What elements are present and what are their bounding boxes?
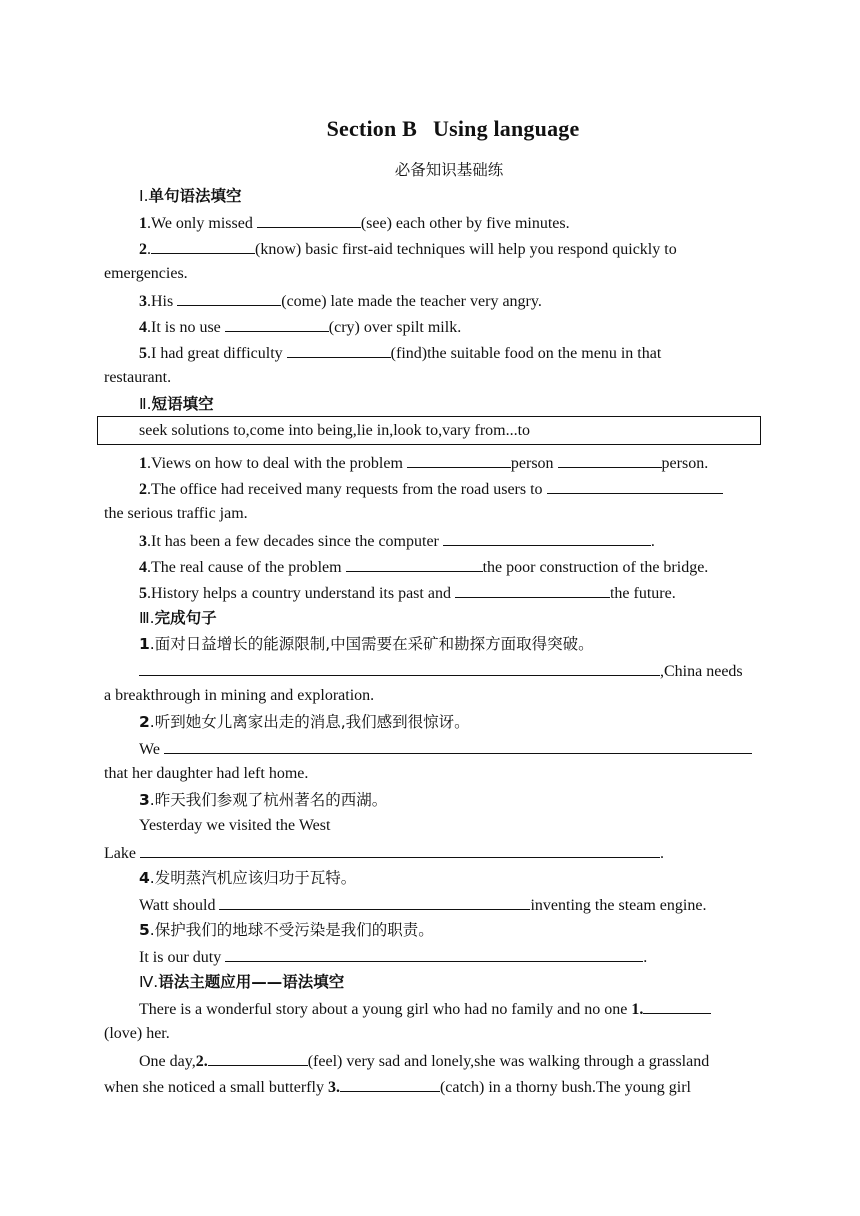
passage-line: There is a wonderful story about a young girl who had no family and no one 1. [139,998,759,1020]
passage-text: One day, [139,1053,196,1070]
passage-line: One day,2. (feel) very sad and lonely,she was walking through a grassland [139,1050,759,1072]
passage-text: when she noticed a small butterfly [104,1079,328,1096]
answer-blank[interactable] [407,452,511,468]
item-text: (cry) over spilt milk. [328,319,462,336]
exercise-item [139,556,759,578]
exercise-item [139,316,759,338]
item-text: .The real cause of the problem [147,559,346,576]
blank-number: 3 [327,1079,336,1096]
item-text: ,China needs [660,663,743,680]
exercise-prompt [139,920,759,940]
exercise-prompt [139,634,759,654]
item-number: 1 [139,215,147,232]
item-number: 5 [139,345,147,362]
item-number: 2 [139,713,150,731]
answer-blank[interactable] [177,290,281,306]
passage-text: (catch) in a thorny bush.The young girl [439,1079,691,1096]
chinese-prompt: .面对日益增长的能源限制,中国需要在采矿和勘探方面取得突破。 [149,635,594,653]
chinese-prompt: .昨天我们参观了杭州著名的西湖。 [149,791,388,809]
item-text: .History helps a country understand its past and [147,585,455,602]
exercise-item [139,342,759,364]
item-text: (find)the suitable food on the menu in that [390,345,662,362]
exercise-answer-line [139,894,759,916]
item-number: 4 [139,319,147,336]
answer-blank[interactable] [225,316,329,332]
chinese-prompt: .发明蒸汽机应该归功于瓦特。 [149,869,357,887]
exercise-answer-line [139,738,759,760]
answer-blank[interactable] [455,582,610,598]
item-text: . [147,241,151,258]
item-number: 4 [139,869,150,887]
page-title [0,116,860,142]
exercise-item [139,478,759,500]
item-number: 1 [139,455,147,472]
answer-blank[interactable] [140,842,660,858]
item-text: .We only missed [147,215,257,232]
item-number: 4 [139,559,147,576]
item-text: (know) basic first-aid techniques will help you respond quickly to [255,241,677,258]
item-continuation: emergencies. [104,265,188,282]
exercise-answer-line: Yesterday we visited the West [139,817,331,834]
exercise-answer-line [139,660,759,682]
answer-blank[interactable] [225,946,643,962]
item-text: . [643,949,648,966]
phrase-box [97,416,761,445]
passage-text: There is a wonderful story about a young girl who had no family and no one [139,1001,632,1018]
section-number: Ⅲ. [139,609,155,627]
item-text: person [510,455,558,472]
item-text: .Views on how to deal with the problem [147,455,407,472]
item-text: . [650,533,655,550]
section-label: 语法主题应用——语法填空 [158,973,345,991]
exercise-prompt [139,712,759,732]
title-part2: Using language [432,116,580,141]
page-subtitle: 必备知识基础练 [394,161,504,179]
answer-blank[interactable] [208,1050,308,1066]
item-text: the poor construction of the bridge. [482,559,709,576]
item-text: person. [661,455,709,472]
item-text: .I had great difficulty [147,345,287,362]
answer-blank[interactable] [219,894,530,910]
answer-blank[interactable] [257,212,361,228]
item-text: .It has been a few decades since the computer [147,533,443,550]
passage-text: (feel) very sad and lonely,she was walking through a grassland [307,1053,710,1070]
section-label: 单句语法填空 [148,187,242,205]
answer-blank[interactable] [151,238,255,254]
exercise-item [139,290,759,312]
exercise-answer-line [104,842,760,864]
section-heading-3 [139,608,759,628]
answer-blank[interactable] [558,452,662,468]
passage-line: (love) her. [104,1025,170,1042]
item-number: 5 [139,585,147,602]
section-number: Ⅳ. [139,973,159,991]
item-text: the future. [609,585,676,602]
exercise-item [139,530,759,552]
chinese-prompt: .保护我们的地球不受污染是我们的职责。 [149,921,434,939]
answer-blank[interactable] [346,556,483,572]
answer-blank[interactable] [340,1076,440,1092]
section-number: Ⅰ. [139,187,149,205]
item-text: .The office had received many requests from the road users to [147,481,547,498]
exercise-item [139,212,759,234]
section-heading-4 [139,972,759,992]
item-continuation: that her daughter had left home. [104,765,309,782]
exercise-answer-line [139,946,759,968]
exercise-item [139,238,759,260]
answer-blank[interactable] [164,738,752,754]
section-label: 完成句子 [154,609,217,627]
answer-blank[interactable] [643,998,711,1014]
item-continuation: restaurant. [104,369,172,386]
item-continuation: a breakthrough in mining and exploration. [104,687,375,704]
item-text: .It is no use [147,319,225,336]
item-text: Watt should [139,897,220,914]
item-text: .His [147,293,178,310]
item-text: . [659,845,664,862]
item-text: inventing the steam engine. [530,897,707,914]
item-text: Lake [104,845,140,862]
section-number: Ⅱ. [139,395,152,413]
answer-blank[interactable] [443,530,651,546]
exercise-prompt [139,790,759,810]
answer-blank[interactable] [287,342,391,358]
answer-blank[interactable] [139,660,660,676]
item-number: 3 [139,293,147,310]
phrase-list: seek solutions to,come into being,lie in,look to,vary from...to [139,422,531,439]
exercise-item [139,582,759,604]
blank-number: 1 [631,1001,640,1018]
section-heading-1 [139,186,759,206]
section-label: 短语填空 [151,395,214,413]
passage-line: when she noticed a small butterfly 3. (catch) in a thorny bush.The young girl [104,1076,760,1098]
item-number: 2 [139,241,147,258]
item-text: We [139,741,164,758]
item-text: It is our duty [139,949,226,966]
chinese-prompt: .听到她女儿离家出走的消息,我们感到很惊讶。 [149,713,470,731]
exercise-prompt [139,868,759,888]
answer-blank[interactable] [547,478,723,494]
title-part1: Section B [326,116,417,141]
item-number: 3 [139,791,150,809]
exercise-item [139,452,759,474]
item-number: 3 [139,533,147,550]
item-number: 1 [139,635,150,653]
blank-number: 2 [195,1053,204,1070]
item-text: (come) late made the teacher very angry. [281,293,542,310]
item-number: 2 [139,481,147,498]
section-heading-2 [139,394,759,414]
item-number: 5 [139,921,150,939]
item-text: (see) each other by five minutes. [360,215,570,232]
item-continuation: the serious traffic jam. [104,505,248,522]
